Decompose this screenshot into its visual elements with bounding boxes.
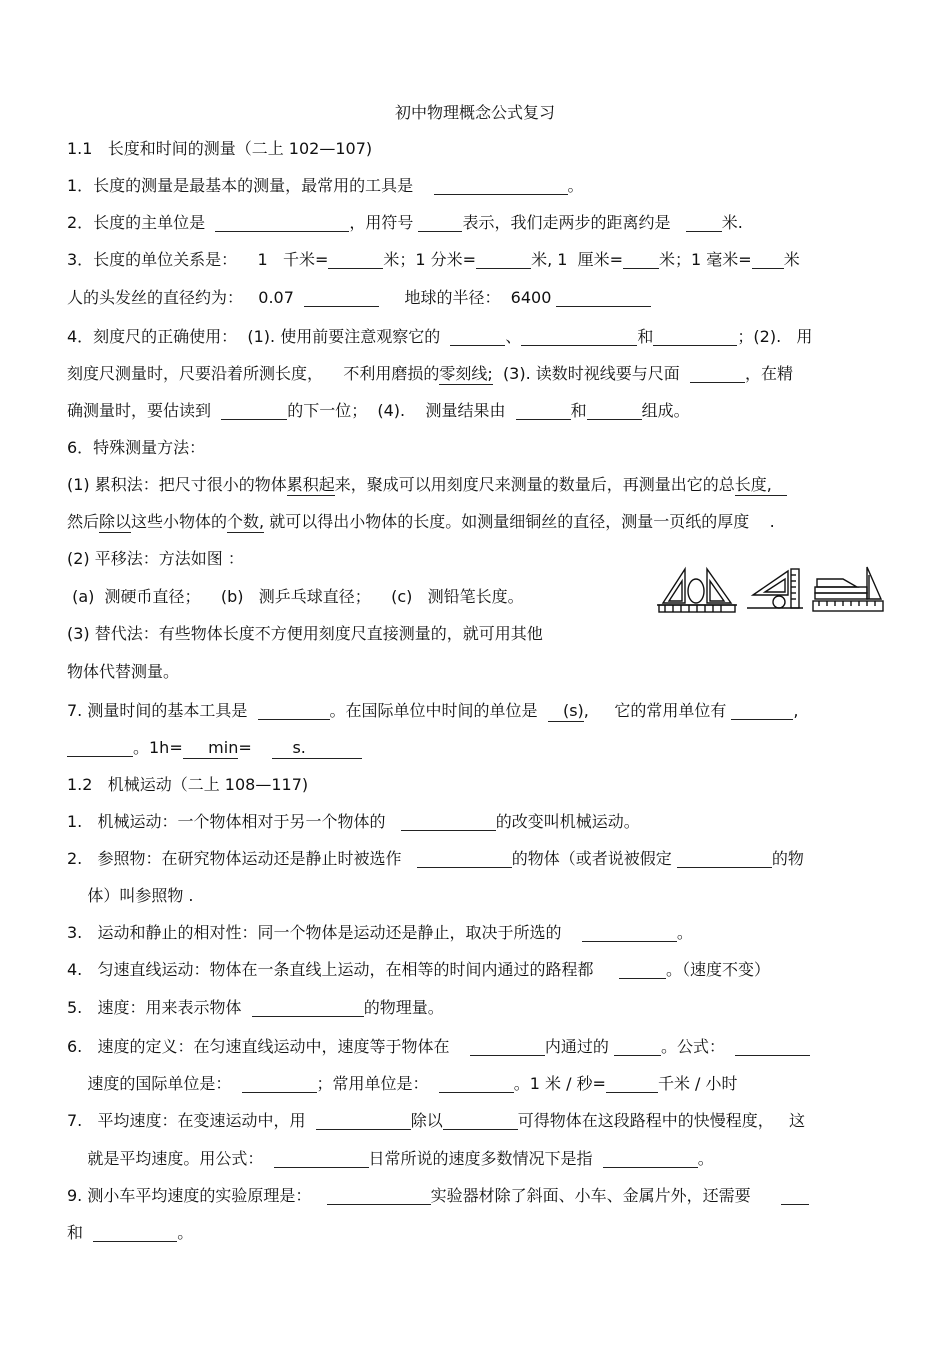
text-segment: 。1 米 / 秒= [513,1074,606,1093]
answer-blank [328,250,383,269]
text-line [67,623,887,645]
answer-blank [603,1149,698,1168]
text-segment: 就是平均速度。用公式： [67,1149,274,1168]
text-segment: 这些小物体的 [131,512,228,531]
text-segment: (3). 读数时视线要与尺面 [492,364,690,383]
text-segment: (1) 累积法：把尺寸很小的物体 [67,475,287,494]
text-segment: ；常用单位是： [316,1074,439,1093]
answer-blank [606,1074,658,1093]
text-segment: ，用符号 [349,213,419,232]
text-line [67,1185,887,1207]
answer-blank [274,1149,369,1168]
answer-blank [470,1037,545,1056]
answer-blank [258,701,330,720]
text-segment: 的改变叫机械运动。 [495,812,640,831]
answer-blank [587,401,642,420]
answer-blank [476,250,531,269]
text-line [67,1110,887,1132]
text-segment: 。 [676,923,693,942]
text-segment: 2. 参照物：在研究物体运动还是静止时被选作 [67,849,417,868]
answer-blank [521,327,637,346]
answer-blank [582,923,677,942]
text-line [67,400,887,422]
text-segment: 。（速度不变） [665,960,770,979]
text-segment: 人的头发丝的直径约为： 0.07 [67,288,305,307]
text-segment: ；(2). 用 [737,327,813,346]
page-title: 初中物理概念公式复习 [394,103,555,122]
text-segment: 米 [783,250,800,269]
answer-blank [434,176,568,195]
text-line [67,437,887,459]
text-line [67,885,887,907]
text-segment: (3) 替代法：有些物体长度不方便用刻度尺直接测量的，就可用其他 [67,624,543,643]
text-segment: 4．刻度尺的正确使用： (1). 使用前要注意观察它的 [67,327,451,346]
text-segment: 。1h= [133,738,183,757]
text-segment: 来，聚成可以用刻度尺来测量的数量后，再测量出它的总 [334,475,735,494]
text-line [67,363,887,385]
answer-blank [556,288,651,307]
text-line [67,287,887,309]
text-segment: , [793,701,799,720]
text-segment: 米, 1 厘米= [531,250,623,269]
answer-blank [67,738,133,757]
text-segment: 然后 [67,512,100,531]
underlined-answer: (s) [547,701,584,720]
text-line [67,326,887,348]
underlined-answer: 累积起 [286,475,335,494]
text-segment: 的下一位； (4). 测量结果由 [287,401,516,420]
underlined-answer: min [182,738,239,757]
text-segment: 的物 [771,849,804,868]
text-line [67,959,887,981]
answer-blank [304,288,379,307]
answer-blank [623,250,659,269]
text-segment: 3. 运动和静止的相对性：同一个物体是运动还是静止，取决于所选的 [67,923,582,942]
text-segment: 可得物体在这段路程中的快慢程度， 这 [517,1111,805,1130]
text-segment: 米；1 分米= [383,250,477,269]
text-line [67,774,887,796]
text-line [67,175,887,197]
text-segment: 的物体（或者说被假定 [511,849,677,868]
text-line [67,249,887,271]
underlined-answer: s. [272,738,362,757]
underlined-answer: 除以 [99,512,132,531]
text-segment: 日常所说的速度多数情况下是指 [368,1149,603,1168]
text-segment: 。 [697,1149,714,1168]
underlined-answer: 个数, [227,512,265,531]
pencil-measure-figure [813,567,883,611]
underlined-answer: 零刻线; [439,364,493,383]
answer-blank [242,1074,317,1093]
answer-blank [731,701,793,720]
text-segment: 物体代替测量。 [67,662,180,681]
text-segment: 6. 速度的定义：在匀速直线运动中，速度等于物体在 [67,1037,470,1056]
answer-blank [735,1037,810,1056]
text-line [67,700,887,722]
text-segment: (a) 测硬币直径； (b) 测乒乓球直径； (c) 测铅笔长度。 [67,587,524,606]
text-line [67,1148,887,1170]
text-segment: 。 [177,1223,194,1242]
answer-blank [252,998,364,1017]
text-segment: 除以 [410,1111,443,1130]
text-line [67,1073,887,1095]
text-segment: 1. 机械运动：一个物体相对于另一个物体的 [67,812,401,831]
text-line [67,212,887,234]
text-line [67,811,887,833]
answer-blank [614,1037,661,1056]
answer-blank [316,1111,411,1130]
text-segment: , 它的常用单位有 [583,701,732,720]
text-segment: 1.1 长度和时间的测量（二上 102—107) [67,139,373,158]
answer-blank [418,213,462,232]
text-segment: 7. 平均速度：在变速运动中，用 [67,1111,316,1130]
text-segment: 4. 匀速直线运动：物体在一条直线上运动，在相等的时间内通过的路程都 [67,960,619,979]
text-line [67,997,887,1019]
answer-blank [677,849,772,868]
text-segment: = [238,738,273,757]
measurement-method-diagram [655,565,885,615]
text-segment: 就可以得出小物体的长度。如测量细铜丝的直径，测量一页纸的厚度 . [264,512,775,531]
text-segment: 米；1 毫米= [659,250,752,269]
text-line [67,922,887,944]
text-segment: 实验器材除了斜面、小车、金属片外，还需要 [430,1186,782,1205]
text-segment: 和 [570,401,587,420]
text-segment: 。在国际单位中时间的单位是 [329,701,548,720]
text-segment: 和 [67,1223,94,1242]
answer-blank [686,213,722,232]
text-line [67,661,887,683]
text-segment: 1.2 机械运动（二上 108—117) [67,775,309,794]
text-segment: 确测量时，要估读到 [67,401,222,420]
text-line [67,737,887,759]
text-segment: 地球的半径： 6400 [379,288,557,307]
answer-blank [215,213,349,232]
answer-blank [439,1074,514,1093]
text-segment: 内通过的 [544,1037,614,1056]
text-segment: ，在精 [744,364,793,383]
answer-blank [653,327,737,346]
answer-blank [401,812,496,831]
text-line [67,848,887,870]
answer-blank [690,364,745,383]
text-segment: 5. 速度：用来表示物体 [67,998,252,1017]
text-segment: 、 [505,327,522,346]
text-segment: 。 [567,176,584,195]
answer-blank [450,327,505,346]
text-segment: 体）叫参照物 . [67,886,194,905]
answer-blank [781,1186,809,1205]
answer-blank [752,250,784,269]
text-line [67,1222,887,1244]
text-line [67,138,887,160]
text-segment: 表示，我们走两步的距离约是 [462,213,686,232]
text-segment: 3．长度的单位关系是： 1 千米= [67,250,329,269]
text-segment: 和 [637,327,654,346]
answer-blank [443,1111,518,1130]
text-segment: 1．长度的测量是最基本的测量，最常用的工具是 [67,176,434,195]
answer-blank [221,401,287,420]
text-segment: 6．特殊测量方法： [67,438,206,457]
answer-blank [93,1223,177,1242]
text-segment: (2) 平移法：方法如图 ： [67,549,244,568]
ball-measure-figure [747,569,803,608]
text-line [67,1036,887,1058]
text-segment: 的物理量。 [363,998,444,1017]
text-segment: 千米 / 小时 [657,1074,738,1093]
text-segment: 9. 测小车平均速度的实验原理是： [67,1186,327,1205]
text-segment: 米. [721,213,743,232]
underlined-answer: 长度, [734,475,788,494]
text-segment: 刻度尺测量时，尺要沿着所测长度， 不利用磨损的 [67,364,440,383]
answer-blank [619,960,666,979]
text-line [67,474,887,496]
answer-blank [417,849,512,868]
text-segment: 。公式： [660,1037,736,1056]
coin-measure-figure [657,569,737,612]
answer-blank [327,1186,431,1205]
text-segment: 2．长度的主单位是 [67,213,216,232]
answer-blank [516,401,571,420]
text-segment: 速度的国际单位是： [67,1074,242,1093]
text-segment: 组成。 [641,401,690,420]
text-line [67,511,887,533]
text-segment: 7. 测量时间的基本工具是 [67,701,258,720]
